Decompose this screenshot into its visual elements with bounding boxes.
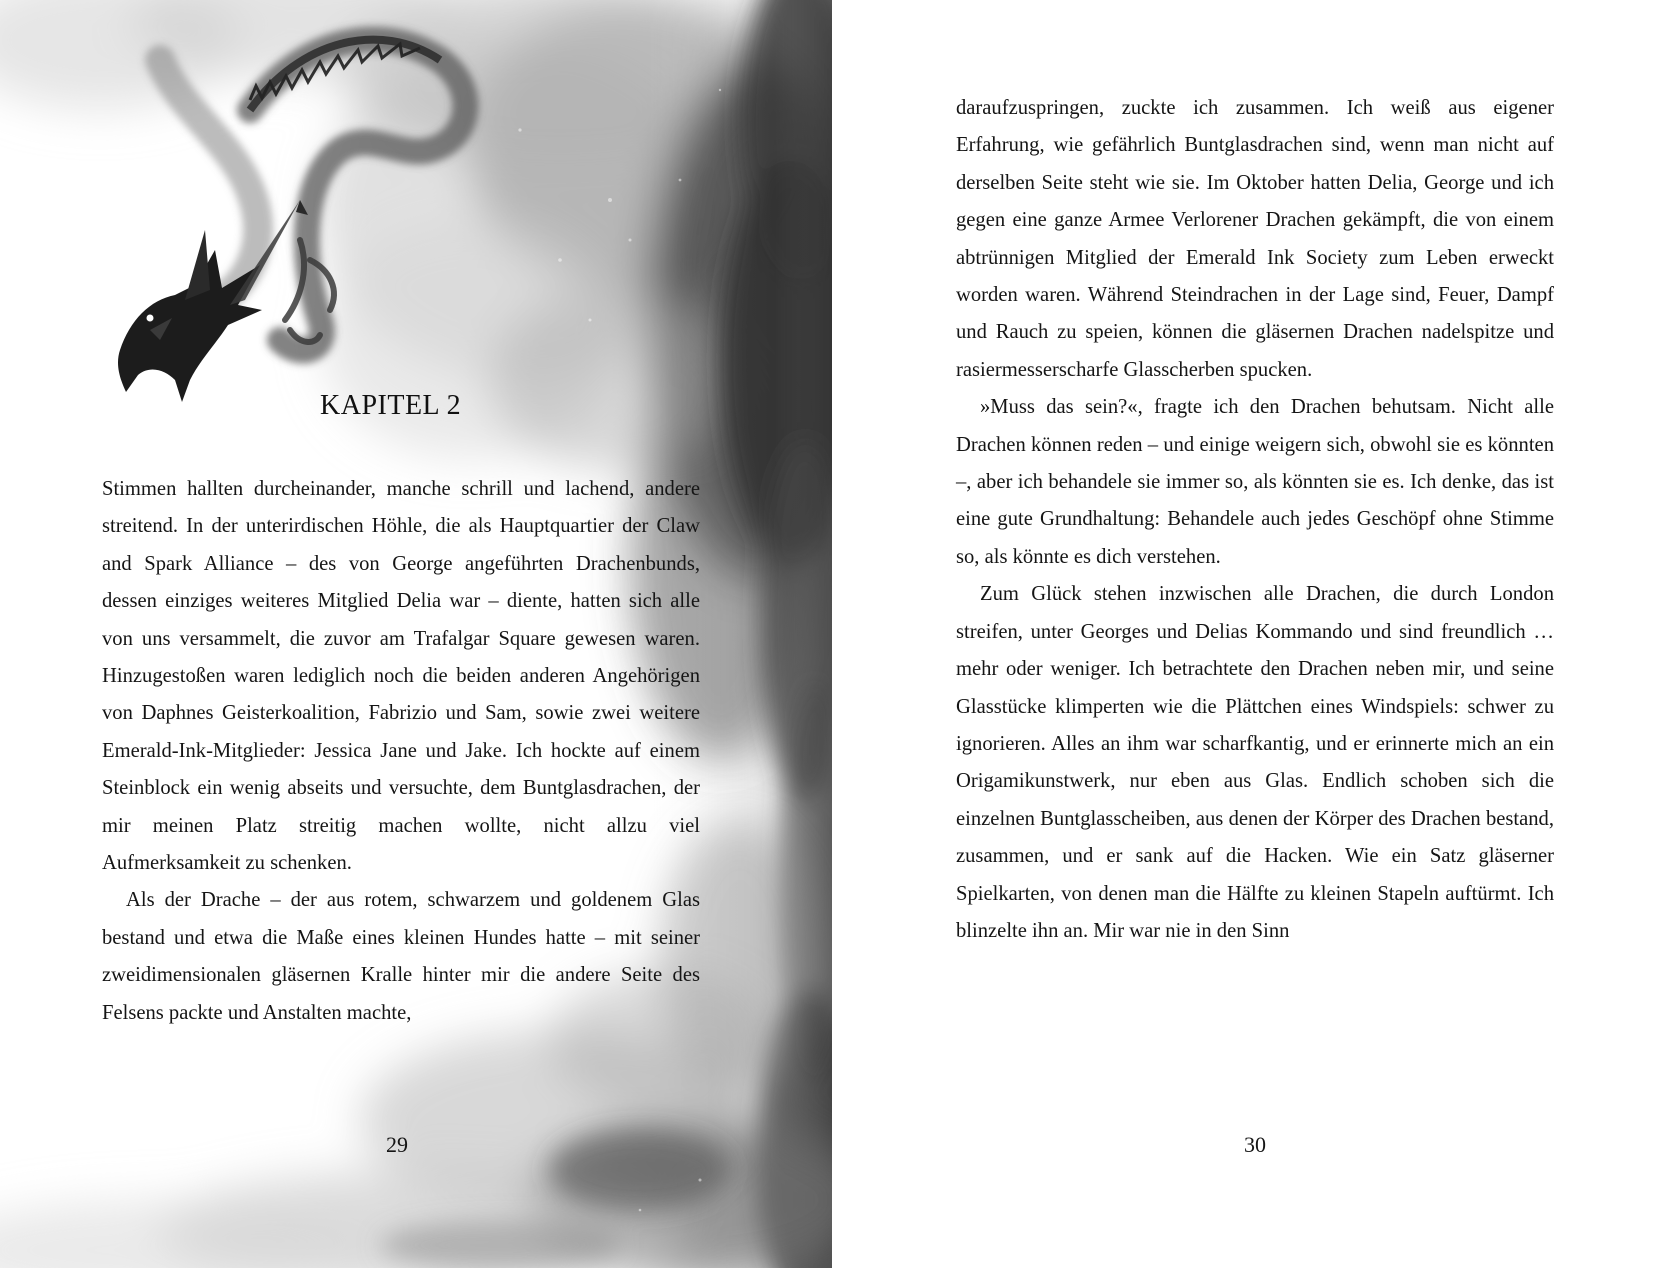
paragraph: Stimmen hallten durcheinander, manche schrill und lachend, andere streitend. In der unterirdischen Höhle, die als Hauptquartier der Claw and Spark Alliance – des von George angeführten Drachenbunds, dessen einziges weiteres Mitglied Delia war – diente, hatten sich alle von uns versammelt, die zuvor am Trafalgar Square gewesen waren. Hinzugestoßen waren lediglich noch die beiden anderen Angehörigen von Daphnes Geisterkoalition, Fabrizio und Sam, sowie zwei weitere Emerald-Ink-Mitglieder: Jessica Jane und Jake. Ich hockte auf einem Steinblock ein wenig abseits und versuchte, dem Buntglasdrachen, der mir meinen Platz streitig machen wollte, nicht allzu viel Aufmerksamkeit zu schenken.: [102, 478, 700, 875]
page-number: 29: [386, 1132, 408, 1157]
left-page-text: [102, 471, 700, 1032]
right-page: [832, 0, 1654, 1268]
chapter-heading: KAPITEL 2: [320, 390, 462, 421]
right-page-text: [956, 90, 1554, 950]
paragraph: Als der Drache – der aus rotem, schwarzem und goldenem Glas bestand und etwa die Maße eines kleinen Hundes hatte – mit seiner zweidimensionalen gläsernen Kralle hinter mir die andere Seite des Felsens packte und Anstalten machte,: [102, 889, 700, 1024]
paragraph: »Muss das sein?«, fragte ich den Drachen behutsam. Nicht alle Drachen können reden – und einige weigern sich, obwohl sie es könnten –, aber ich behandele sie immer so, als könnten sie es. Ich denke, das ist eine gute Grundhaltung: Behandele auch jedes Geschöpf ohne Stimme so, als könnte es dich verstehen.: [956, 396, 1554, 568]
page-number: 30: [1244, 1132, 1266, 1157]
paragraph: daraufzuspringen, zuckte ich zusammen. Ich weiß aus eigener Erfahrung, wie gefährlich Buntglasdrachen sind, wenn man nicht auf derselben Seite steht wie sie. Im Oktober hatten Delia, George und ich gegen eine ganze Armee Verlorener Drachen gekämpft, die von einem abtrünnigen Mitglied der Emerald Ink Society zum Leben erweckt worden waren. Während Steindrachen in der Lage sind, Feuer, Dampf und Rauch zu speien, können die gläsernen Drachen nadelspitze und rasiermesserscharfe Glasscherben spucken.: [956, 97, 1554, 381]
paragraph: Zum Glück stehen inzwischen alle Drachen, die durch London streifen, unter Georges und Delias Kommando und sind freundlich … mehr oder weniger. Ich betrachtete den Drachen neben mir, und seine Glasstücke klimperten wie die Plättchen eines Windspiels: schwer zu ignorieren. Alles an ihm war scharfkantig, und er erinnerte mich an ein Origamikunstwerk, nur eben aus Glas. Endlich schoben sich die einzelnen Buntglasscheiben, aus denen der Körper des Drachen bestand, zusammen, und er sank auf die Hacken. Wie ein Satz gläserner Spielkarten, von denen man die Hälfte zu kleinen Stapeln auftürmt. Ich blinzelte ihn an. Mir war nie in den Sinn: [956, 583, 1554, 942]
